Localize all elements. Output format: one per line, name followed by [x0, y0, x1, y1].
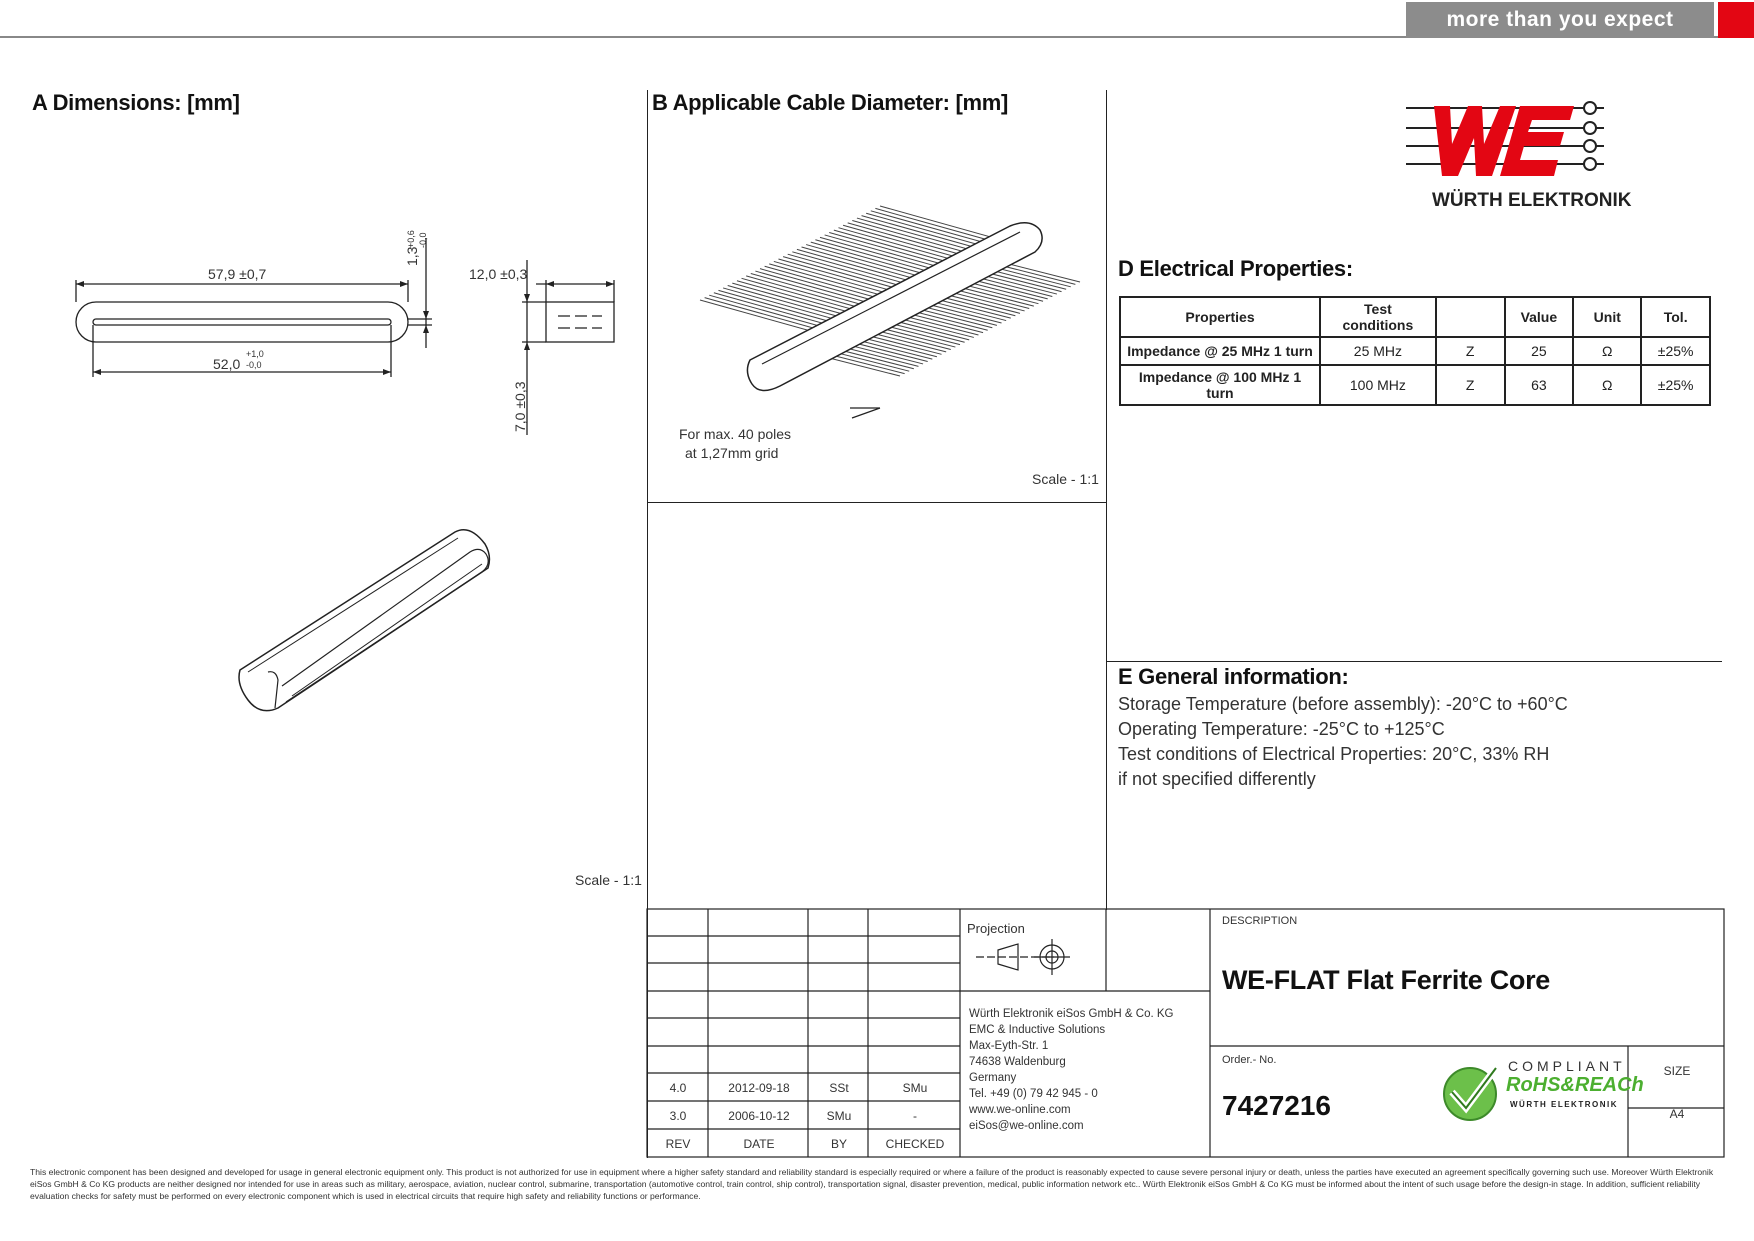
- size-value: A4: [1669, 1107, 1685, 1121]
- checked-header: CHECKED: [885, 1137, 945, 1151]
- section-e-title: E General information:: [1118, 664, 1349, 689]
- rev-header: REV: [665, 1137, 691, 1151]
- frame-divider-b-d: [1106, 90, 1107, 910]
- symbol: Z: [1436, 365, 1505, 405]
- general-info-line: if not specified differently: [1118, 769, 1316, 789]
- rev-date: 2006-10-12: [728, 1109, 790, 1123]
- unit: Ω: [1573, 337, 1641, 365]
- table-header-row: [1120, 297, 1710, 337]
- property-name: Impedance @ 25 MHz 1 turn: [1120, 337, 1320, 365]
- unit: Ω: [1573, 365, 1641, 405]
- wurth-elektronik-logo: [1404, 98, 1644, 210]
- company-line: Tel. +49 (0) 79 42 945 - 0: [969, 1088, 1098, 1100]
- frame-divider-b-bottom: [647, 502, 1107, 503]
- rev-by: SSt: [829, 1081, 849, 1095]
- tolerance: ±25%: [1641, 365, 1710, 405]
- email-link[interactable]: eiSos@we-online.com: [969, 1120, 1084, 1132]
- rohs-reach-badge: [1440, 1058, 1644, 1124]
- rev-number: 3.0: [669, 1109, 687, 1123]
- frame-divider-d-e: [1106, 661, 1722, 662]
- company-line: 74638 Waldenburg: [969, 1056, 1066, 1068]
- rohs-reach-text: RoHS&REACh: [1506, 1074, 1644, 1096]
- section-b-title: B Applicable Cable Diameter: [mm]: [652, 90, 1009, 115]
- table-row: [1120, 337, 1710, 365]
- company-line: Germany: [969, 1072, 1017, 1084]
- description-label: DESCRIPTION: [1222, 915, 1298, 927]
- col-test-conditions: Test conditions: [1320, 297, 1436, 337]
- section-b-scale: Scale - 1:1: [1032, 471, 1099, 487]
- dim-inner-tol-minus: -0,0: [246, 360, 262, 370]
- logo-brand-text: WÜRTH ELEKTRONIK: [1432, 190, 1632, 210]
- projection-label: Projection: [967, 921, 1025, 936]
- electrical-properties-table: [1119, 296, 1711, 406]
- value: 63: [1505, 365, 1574, 405]
- dim-width-label: 12,0 ±0,3: [469, 266, 528, 282]
- general-info-line: Operating Temperature: -25°C to +125°C: [1118, 719, 1445, 739]
- table-row: [1120, 365, 1710, 405]
- dimension-drawing-top: [60, 230, 650, 440]
- tagline-banner: more than you expect: [1406, 2, 1714, 38]
- section-a-title: A Dimensions: [mm]: [32, 90, 240, 115]
- col-symbol: [1436, 297, 1505, 337]
- tolerance: ±25%: [1641, 337, 1710, 365]
- section-a-scale: Scale - 1:1: [575, 872, 642, 888]
- general-info-line: Storage Temperature (before assembly): -20°C to +60°C: [1118, 694, 1568, 714]
- test-condition: 100 MHz: [1320, 365, 1436, 405]
- dim-slot-label: 1,3: [404, 246, 420, 266]
- section-d-title: D Electrical Properties:: [1118, 256, 1353, 281]
- general-info-line: Test conditions of Electrical Properties: 20°C, 33% RH: [1118, 744, 1550, 764]
- order-label: Order.- No.: [1222, 1054, 1277, 1066]
- legal-disclaimer: This electronic component has been designed and developed for usage in general electronic equipment only. This product is not authorized for use in equipment where a higher safety standard and reliability standard is especially required or where a failure of the product is reasonably expected to cause severe personal injury or death, unless the parties have executed an agreement specifically governing such use. Moreover Würth Elektronik eiSos GmbH & Co KG products are neither designed nor intended for use in areas such as military, aerospace, aviation, nuclear control, submarine, transportation (automotive control, train control, ship control), transportation signal, disaster prevention, medical, public information network etc.. Würth Elektronik eiSos GmbH & Co KG must be informed about the intent of such usage before the design-in stage. In addition, sufficient reliability evaluation checks for safety must be performed on every electronic component which is used in electrical circuits that require high safety and reliability functions or performance.: [30, 1167, 1714, 1201]
- date-header: DATE: [743, 1137, 775, 1151]
- symbol: Z: [1436, 337, 1505, 365]
- compliant-sub-text: WÜRTH ELEKTRONIK: [1510, 1100, 1618, 1109]
- company-line: Max-Eyth-Str. 1: [969, 1040, 1049, 1052]
- rev-by: SMu: [826, 1109, 852, 1123]
- by-header: BY: [830, 1137, 847, 1151]
- dim-length-label: 57,9 ±0,7: [208, 266, 267, 282]
- company-line: EMC & Inductive Solutions: [969, 1024, 1106, 1036]
- col-properties: Properties: [1120, 297, 1320, 337]
- col-tolerance: Tol.: [1641, 297, 1710, 337]
- order-number: 7427216: [1222, 1090, 1332, 1121]
- rev-number: 4.0: [669, 1081, 687, 1095]
- dim-inner-length-label: 52,0: [213, 356, 241, 372]
- tagline-red-square: [1718, 2, 1754, 38]
- dim-slot-tol-minus: -0,0: [418, 232, 428, 248]
- globe-check-icon: [1440, 1058, 1510, 1124]
- rev-checked: SMu: [902, 1081, 928, 1095]
- company-line: Würth Elektronik eiSos GmbH & Co. KG: [969, 1008, 1174, 1020]
- test-condition: 25 MHz: [1320, 337, 1436, 365]
- general-info-list: [1118, 692, 1568, 792]
- cable-note-line1: For max. 40 poles: [679, 426, 792, 442]
- dim-inner-tol-plus: +1,0: [246, 349, 264, 359]
- dim-slot-tol-plus: +0,6: [406, 230, 416, 248]
- ferrite-core-isometric: [230, 520, 530, 720]
- website-link[interactable]: www.we-online.com: [969, 1104, 1071, 1116]
- flat-cable-drawing: [690, 200, 1090, 460]
- rev-checked: -: [913, 1109, 917, 1123]
- cable-note-line2: at 1,27mm grid: [685, 445, 779, 461]
- product-description: WE-FLAT Flat Ferrite Core: [1222, 965, 1551, 995]
- compliant-text: COMPLIANT: [1508, 1058, 1626, 1074]
- size-label: SIZE: [1663, 1064, 1691, 1078]
- projection-symbol: [976, 939, 1070, 975]
- dim-height-label: 7,0 ±0,3: [512, 381, 528, 432]
- col-unit: Unit: [1573, 297, 1641, 337]
- col-value: Value: [1505, 297, 1574, 337]
- rev-date: 2012-09-18: [728, 1081, 790, 1095]
- value: 25: [1505, 337, 1574, 365]
- property-name: Impedance @ 100 MHz 1 turn: [1120, 365, 1320, 405]
- company-address: [969, 1006, 1174, 1134]
